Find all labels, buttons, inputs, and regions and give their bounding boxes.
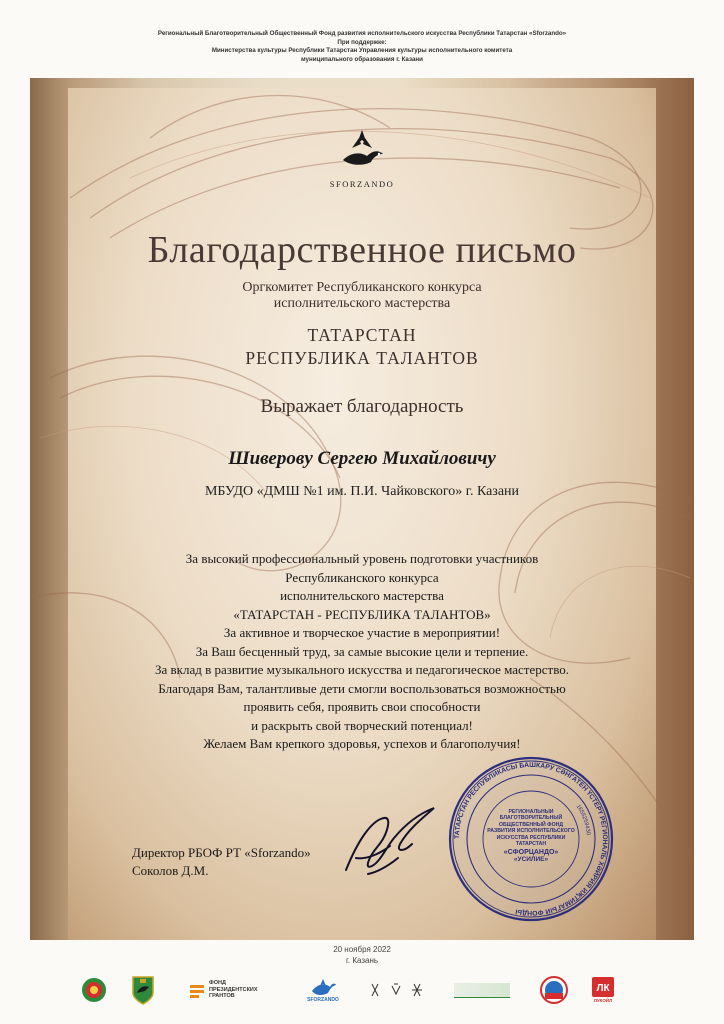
seal-number: 1655259430: [574, 803, 591, 836]
body-line: За высокий профессиональный уровень подготовки участников: [185, 551, 539, 566]
seal-org-name-2: «УСИЛИЕ»: [513, 855, 549, 863]
partner-logos: [0, 972, 724, 1012]
tatarstan-emblem-icon: [80, 972, 108, 1008]
date-line: 20 ноября 2022: [333, 945, 391, 954]
sforzando-footer-label: SFORZANDO: [307, 996, 339, 1003]
body-line: За активное и творческое участие в мероприятии!: [223, 625, 501, 640]
kazan-emblem-icon: [130, 972, 156, 1008]
body-line: Благодаря Вам, талантливые дети смогли воспользоваться возможностью: [158, 680, 566, 696]
logo-wordmark: SFORZANDO: [329, 179, 395, 189]
grants-label: ФОНД ПРЕЗИДЕНТСКИХ ГРАНТОВ: [209, 980, 258, 1000]
sponsor-line-4: муниципального образования г. Казани: [301, 55, 423, 63]
body-line: проявить себя, проявить свои способности: [243, 699, 481, 714]
seal-outer-text: ТАТАРСТАН РЕСПУБЛИКАСЫ БАШКАРУ СӘНГАТЕН ҮСТЕРҮ РЕГИОНАЛЬ ХӘЙРИЯ ИҖТИМАГЫЙ ФОНДЫ: [453, 761, 609, 917]
body-line: За вклад в развитие музыкального искусства и педагогическое мастерство.: [154, 662, 569, 677]
organizer-line-2: исполнительского мастерства: [273, 296, 451, 311]
sforzando-logo: [326, 126, 398, 189]
ngo-emblem-icon: [538, 972, 570, 1008]
presidential-grants-logo: [188, 972, 268, 1008]
recipient-institution: МБУДО «ДМШ №1 им. П.И. Чайковского» г. Казани: [204, 484, 520, 499]
recipient-name: Шиверову Сергею Михайловичу: [228, 448, 496, 469]
signer-block: [132, 844, 311, 880]
contest-line-1: ТАТАРСТАН: [307, 325, 417, 345]
certificate-frame: [30, 78, 694, 940]
body-line: исполнительского мастерства: [280, 588, 444, 603]
body-line: Желаем Вам крепкого здоровья, успехов и благополучия!: [203, 736, 521, 751]
certificate-title: Благодарственное письмо: [147, 229, 577, 271]
partner-logo-2: [452, 972, 512, 1008]
lukoil-label: ЛУКОЙЛ: [593, 997, 613, 1003]
sponsor-line-3: Министерства культуры Республики Татарстан Управления культуры исполнительного комитета: [211, 47, 513, 54]
bird-icon: [337, 126, 387, 172]
sforzando-footer-logo: [300, 972, 346, 1008]
organizer-line-1: Оргкомитет Республиканского конкурса: [242, 280, 482, 295]
body-line: За Ваш бесценный труд, за самые высокие цели и терпение.: [195, 643, 529, 659]
body-line: и раскрыть свой творческий потенциал!: [251, 717, 473, 733]
gratitude-text: [30, 550, 694, 754]
partner-logo: [366, 972, 436, 1008]
contest-line-2: РЕСПУБЛИКА ТАЛАНТОВ: [245, 348, 479, 368]
issue-date: [0, 944, 724, 966]
sponsor-line-2: При поддержке:: [337, 38, 387, 46]
certificate-content: [30, 78, 694, 940]
seal-org-name: «СФОРЦАНДО»: [503, 849, 559, 857]
handwritten-signature: [338, 800, 448, 884]
signer-name: Соколов Д.М.: [132, 863, 209, 878]
city-line: г. Казань: [345, 956, 379, 965]
signer-position: Директор РБОФ РТ «Sforzando»: [132, 845, 311, 860]
organizer: [30, 280, 694, 312]
sponsor-header: [0, 30, 724, 64]
seal-inner-text: РЕГИОНАЛЬНЫЙ БЛАГОТВОРИТЕЛЬНЫЙ ОБЩЕСТВЕННЫЙ ФОНД РАЗВИТИЯ ИСПОЛНИТЕЛЬСКОГО ИСКУССТВА РЕСПУБЛИКИ ТАТАРСТАН: [487, 809, 575, 848]
official-seal: [446, 754, 616, 924]
svg-text:ЛК: ЛК: [596, 982, 610, 994]
lukoil-logo: [588, 972, 618, 1008]
body-line: «ТАТАРСТАН - РЕСПУБЛИКА ТАЛАНТОВ»: [233, 606, 491, 622]
contest-name: [30, 324, 694, 370]
sponsor-line-1: Региональный Благотворительный Общественный Фонд развития исполнительского искусства Республики Татарстан «Sforzando»: [157, 30, 567, 37]
expresses-gratitude: Выражает благодарность: [260, 396, 464, 417]
body-line: Республиканского конкурса: [285, 569, 439, 585]
